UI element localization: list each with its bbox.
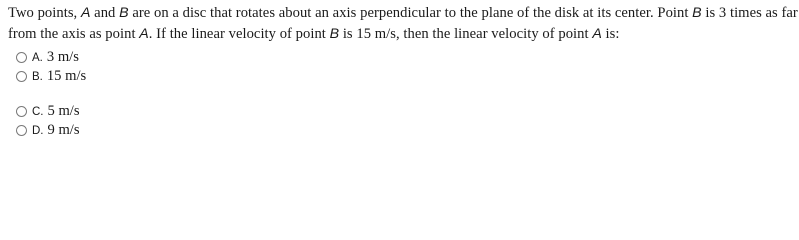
question-text-part: is 3 times as far from the axis as point [8, 5, 798, 42]
variable-b: B [119, 5, 129, 21]
variable-b: B [692, 5, 702, 21]
radio-button-b[interactable] [16, 71, 27, 82]
option-letter: B. [32, 70, 43, 83]
variable-a: A [80, 5, 91, 21]
option-a[interactable] [16, 48, 86, 67]
radio-button-c[interactable] [16, 106, 27, 117]
option-letter: D. [32, 124, 44, 137]
option-value: 5 m/s [47, 103, 80, 119]
option-value: 3 m/s [46, 49, 79, 65]
option-value: 15 m/s [46, 68, 87, 84]
question-text-part: is 15 m/s, then the linear velocity of point [339, 26, 593, 42]
option-d[interactable] [16, 121, 86, 140]
question-text [8, 3, 798, 45]
option-letter: A. [32, 51, 43, 64]
option-letter: C. [32, 105, 44, 118]
question-text-part: . If the linear velocity of point [148, 26, 330, 42]
variable-a: A [139, 26, 149, 42]
question-text-part: Two points, [8, 5, 81, 21]
option-value: 9 m/s [47, 122, 80, 138]
variable-b: B [329, 26, 340, 42]
radio-button-d[interactable] [16, 125, 27, 136]
variable-a: A [592, 26, 602, 42]
question-text-part: is: [601, 26, 620, 42]
answer-options [16, 48, 86, 140]
radio-button-a[interactable] [16, 52, 27, 63]
option-c[interactable] [16, 102, 86, 121]
option-b[interactable] [16, 67, 86, 86]
question-text-part: are on a disc that rotates about an axis perpendicular to the plane of the disk at its center. Point [128, 5, 693, 21]
question-text-part: and [90, 5, 120, 21]
